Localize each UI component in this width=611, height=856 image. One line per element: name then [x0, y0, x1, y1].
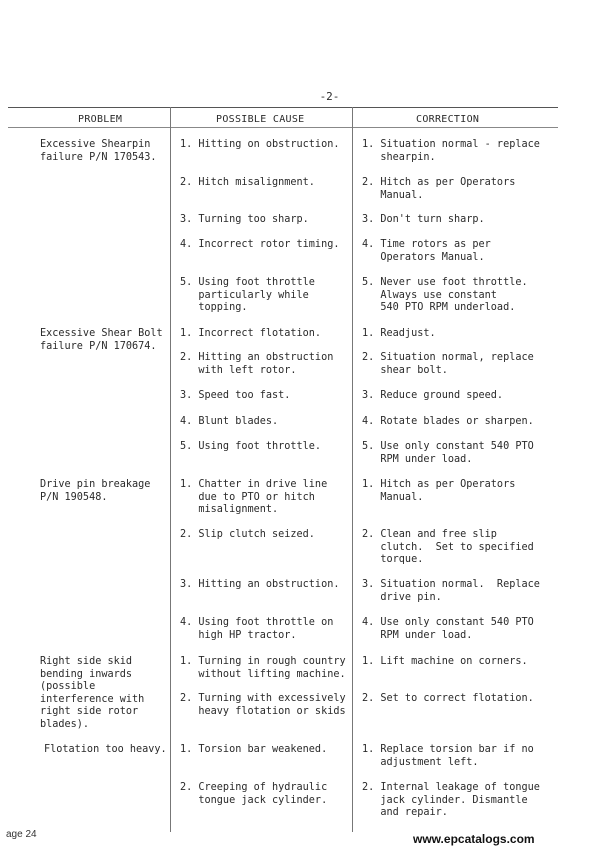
cause-cell: 2. Hitch misalignment. — [180, 177, 315, 188]
correction-cell: 1. Situation normal - replace shearpin. — [362, 139, 540, 163]
footer-page-label: age 24 — [6, 829, 37, 840]
correction-cell: 4. Use only constant 540 PTO RPM under load. — [362, 617, 534, 641]
cause-cell: 5. Using foot throttle particularly while topping. — [180, 277, 315, 314]
correction-cell: 2. Situation normal, replace shear bolt. — [362, 352, 534, 376]
cause-cell: 1. Hitting on obstruction. — [180, 139, 340, 150]
header-correction: CORRECTION — [416, 114, 480, 125]
problem-cell: Flotation too heavy. — [44, 744, 167, 755]
correction-cell: 5. Never use foot throttle. Always use constant 540 PTO RPM underload. — [362, 277, 528, 314]
correction-cell: 3. Situation normal. Replace drive pin. — [362, 579, 540, 603]
correction-cell: 1. Lift machine on corners. — [362, 656, 528, 667]
cause-cell: 1. Incorrect flotation. — [180, 328, 322, 339]
correction-cell: 2. Clean and free slip clutch. Set to specified torque. — [362, 529, 534, 566]
header-bottom-rule — [8, 127, 558, 128]
header-possible-cause: POSSIBLE CAUSE — [216, 114, 305, 125]
problem-cell: Excessive Shearpin failure P/N 170543. — [40, 139, 157, 163]
correction-cell: 1. Readjust. — [362, 328, 436, 339]
correction-cell: 3. Reduce ground speed. — [362, 390, 504, 401]
correction-cell: 5. Use only constant 540 PTO RPM under load. — [362, 441, 534, 465]
column-divider-2 — [352, 107, 353, 832]
cause-cell: 3. Turning too sharp. — [180, 214, 309, 225]
cause-cell: 1. Chatter in drive line due to PTO or hitch misalignment. — [180, 479, 328, 516]
cause-cell: 3. Hitting an obstruction. — [180, 579, 340, 590]
column-divider-1 — [170, 107, 171, 832]
cause-cell: 2. Turning with excessively heavy flotation or skids — [180, 693, 346, 717]
correction-cell: 1. Hitch as per Operators Manual. — [362, 479, 516, 503]
cause-cell: 4. Incorrect rotor timing. — [180, 239, 340, 250]
correction-cell: 4. Time rotors as per Operators Manual. — [362, 239, 491, 263]
problem-cell: Drive pin breakage P/N 190548. — [40, 479, 151, 503]
correction-cell: 1. Replace torsion bar if no adjustment left. — [362, 744, 534, 768]
cause-cell: 2. Creeping of hydraulic tongue jack cylinder. — [180, 782, 328, 806]
cause-cell: 1. Torsion bar weakened. — [180, 744, 328, 755]
correction-cell: 2. Set to correct flotation. — [362, 693, 534, 704]
cause-cell: 3. Speed too fast. — [180, 390, 291, 401]
header-problem: PROBLEM — [78, 114, 123, 125]
problem-cell: Excessive Shear Bolt failure P/N 170674. — [40, 328, 163, 352]
problem-cell: Right side skid bending inwards (possible interference with right side rotor blades). — [40, 656, 145, 730]
correction-cell: 2. Hitch as per Operators Manual. — [362, 177, 516, 201]
correction-cell: 2. Internal leakage of tongue jack cylinder. Dismantle and repair. — [362, 782, 540, 819]
page-number: -2- — [319, 90, 340, 103]
cause-cell: 4. Using foot throttle on high HP tractor. — [180, 617, 334, 641]
cause-cell: 5. Using foot throttle. — [180, 441, 322, 452]
table-top-rule — [8, 107, 558, 108]
cause-cell: 1. Turning in rough country without lifting machine. — [180, 656, 346, 680]
cause-cell: 2. Hitting an obstruction with left rotor. — [180, 352, 334, 376]
correction-cell: 3. Don't turn sharp. — [362, 214, 485, 225]
footer-watermark-url: www.epcatalogs.com — [413, 832, 535, 846]
cause-cell: 4. Blunt blades. — [180, 416, 279, 427]
correction-cell: 4. Rotate blades or sharpen. — [362, 416, 534, 427]
cause-cell: 2. Slip clutch seized. — [180, 529, 315, 540]
